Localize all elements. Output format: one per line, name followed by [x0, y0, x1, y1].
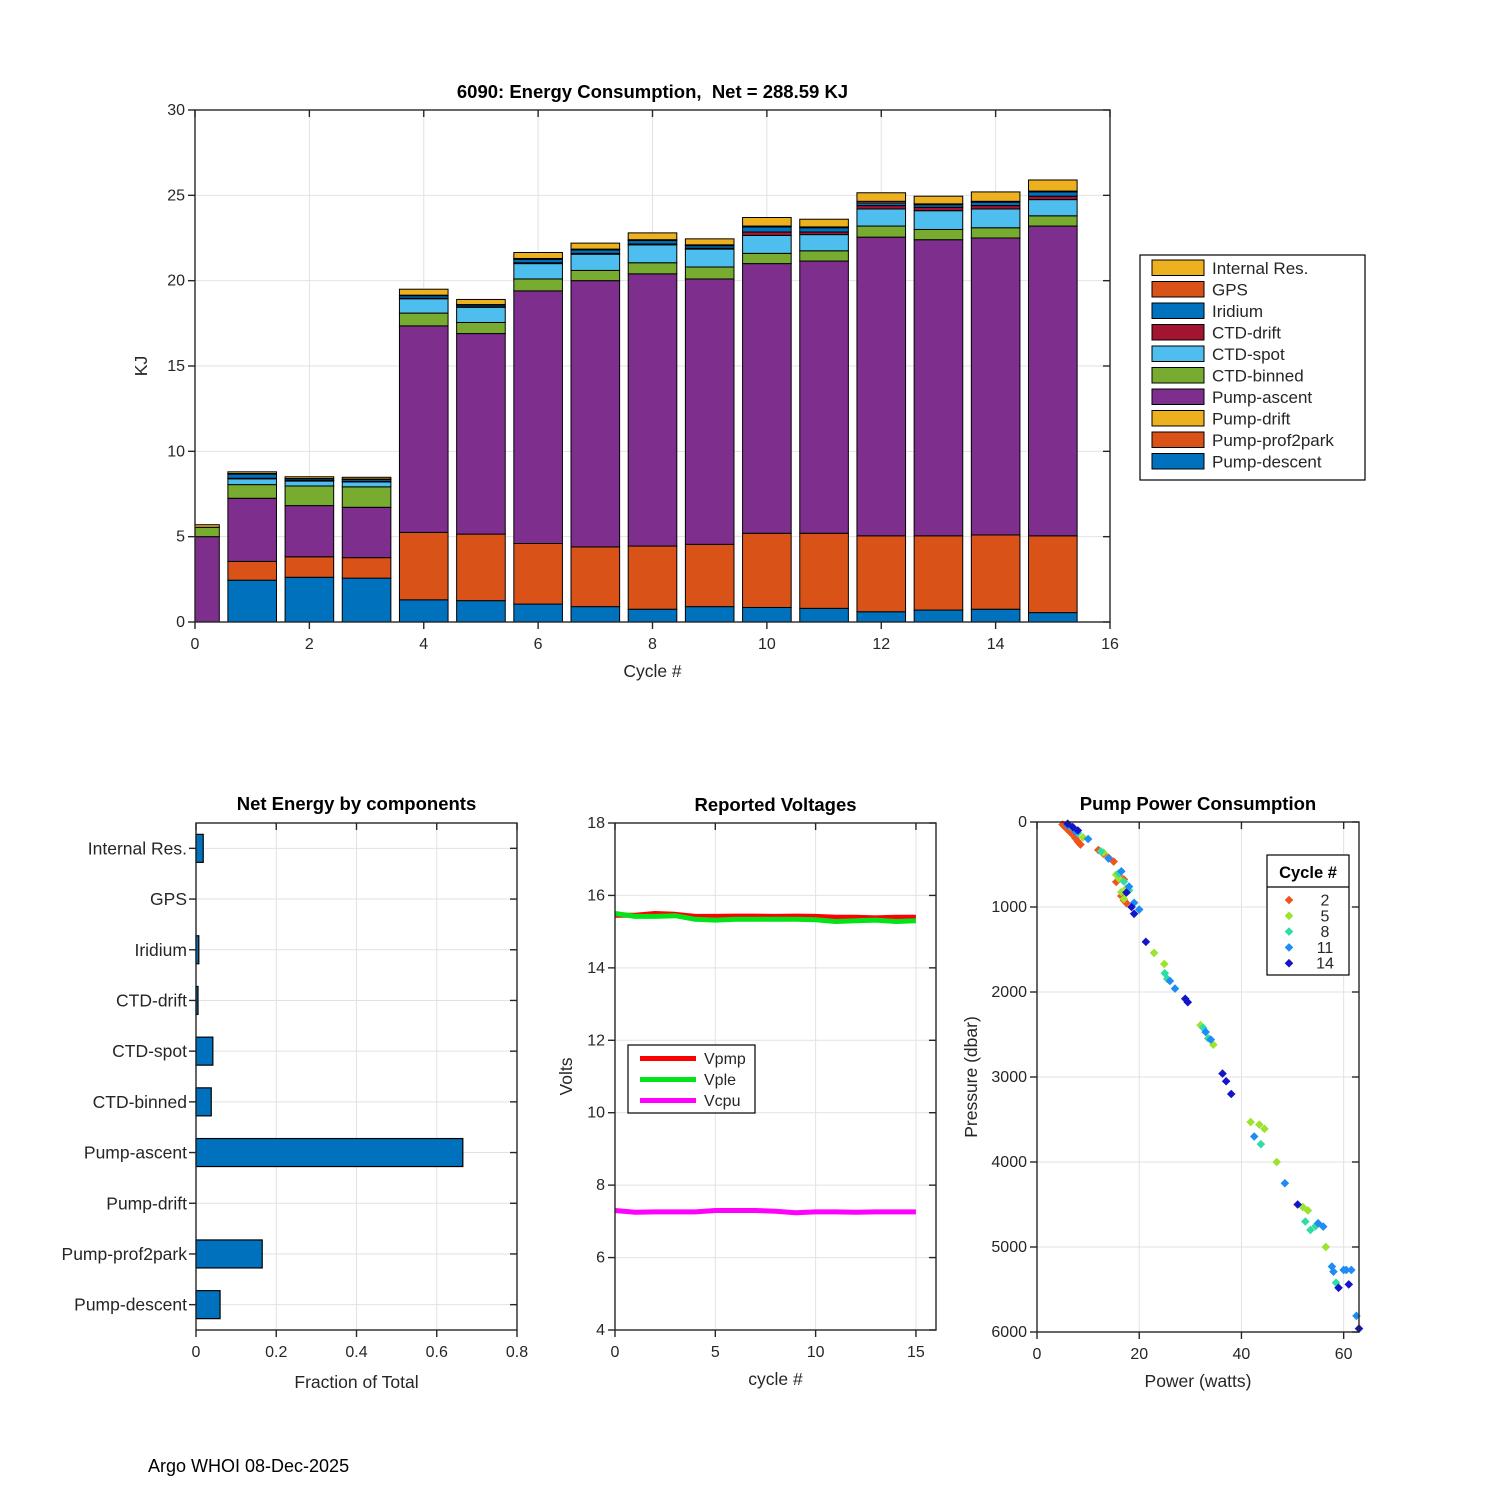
y-tick-label: 4: [596, 1322, 605, 1339]
y-tick-label: 5000: [991, 1239, 1027, 1256]
legend-label: Vcpu: [704, 1093, 741, 1110]
x-tick-label: 40: [1232, 1346, 1251, 1363]
bar-segment-iridium: [800, 228, 849, 232]
legend-swatch: [1152, 346, 1204, 362]
y-tick-label: 6: [596, 1249, 605, 1267]
bar-segment-pump-prof2park: [914, 536, 963, 610]
x-tick-label: 0: [191, 1344, 201, 1361]
bar-segment-pump-ascent: [399, 326, 448, 533]
legend-label: Pump-descent: [1212, 452, 1322, 472]
bar-segment-ctd-binned: [971, 228, 1020, 238]
chart-title: Reported Voltages: [694, 794, 857, 815]
data-point: [1321, 1243, 1330, 1252]
chart-title: Pump Power Consumption: [1079, 793, 1317, 814]
y-tick-label: 16: [587, 887, 605, 905]
x-axis-label: Cycle #: [623, 661, 682, 681]
legend-swatch: [1152, 432, 1204, 448]
bar-segment-internal-res-: [342, 477, 391, 479]
category-label: CTD-binned: [92, 1091, 187, 1112]
legend-label: Pump-drift: [1212, 409, 1291, 429]
axes: [131, 81, 1119, 681]
category-label: Pump-descent: [74, 1294, 187, 1315]
bar-segment-internal-res-: [857, 193, 906, 202]
line-vcpu: [615, 1211, 916, 1213]
bar-segment-ctd-binned: [399, 313, 448, 326]
bar-segment-internal-res-: [800, 219, 849, 227]
y-tick-label: 12: [587, 1032, 605, 1050]
bar-segment-internal-res-: [743, 218, 792, 227]
bar-segment-ctd-spot: [285, 481, 334, 486]
bar-segment-pump-prof2park: [399, 532, 448, 599]
net-bar-internal-res-: [196, 834, 203, 862]
category-label: Pump-prof2park: [61, 1243, 187, 1264]
category-label: Pump-ascent: [83, 1142, 187, 1163]
legend-label: 2: [1320, 892, 1330, 910]
x-tick-label: 15: [907, 1344, 925, 1361]
legend-swatch: [1152, 260, 1204, 276]
bar-segment-pump-descent: [914, 610, 963, 622]
y-tick-label: 25: [167, 187, 185, 205]
bar-segment-iridium: [228, 474, 277, 478]
y-tick-label: 15: [167, 358, 185, 375]
bar-segment-ctd-binned: [228, 485, 277, 499]
bar-segment-ctd-binned: [514, 279, 563, 291]
bar-segment-pump-descent: [228, 580, 277, 622]
data-point: [1142, 938, 1151, 947]
bar-segment-pump-descent: [342, 578, 391, 622]
chart-title: Net Energy by components: [236, 793, 477, 814]
y-tick-label: 8: [596, 1177, 605, 1195]
bar-segment-ctd-drift: [857, 206, 906, 209]
bar-segment-pump-ascent: [514, 291, 563, 544]
bar-segment-iridium: [628, 241, 677, 244]
bar-segment-ctd-spot: [743, 235, 792, 253]
bar-segment-pump-descent: [800, 608, 849, 622]
bar-segment-pump-prof2park: [685, 544, 734, 606]
y-tick-label: 10: [167, 443, 185, 461]
y-axis-label: KJ: [131, 355, 151, 377]
x-tick-label: 16: [1101, 636, 1119, 653]
bar-segment-pump-descent: [285, 577, 334, 622]
y-tick-label: 14: [587, 959, 605, 977]
legend-label: CTD-binned: [1212, 366, 1304, 386]
category-label: CTD-drift: [116, 990, 187, 1011]
legend-label: Vple: [704, 1072, 737, 1089]
legend-swatch: [1152, 303, 1204, 319]
reported-voltages-chart: [540, 785, 970, 1425]
net-bar-ctd-binned: [196, 1088, 211, 1116]
x-tick-label: 12: [872, 636, 891, 653]
y-tick-label: 18: [587, 815, 605, 832]
bar-segment-pump-ascent: [914, 240, 963, 536]
y-tick-label: 4000: [991, 1154, 1027, 1171]
bar-segment-ctd-spot: [685, 249, 734, 267]
legend-label: 11: [1316, 939, 1334, 957]
bar-segment-pump-prof2park: [571, 547, 620, 607]
pump-power-chart: [955, 785, 1500, 1445]
bar-segment-ctd-binned: [285, 486, 334, 506]
bar-segment-ctd-drift: [914, 207, 963, 210]
bar-segment-internal-res-: [1029, 180, 1078, 191]
bar-segment-ctd-drift: [743, 232, 792, 235]
y-tick-label: 2000: [991, 984, 1027, 1001]
bar-segment-internal-res-: [971, 192, 1020, 201]
bar-segment-ctd-binned: [685, 267, 734, 279]
bar-segment-ctd-binned: [571, 270, 620, 280]
legend-label: CTD-spot: [1212, 345, 1285, 364]
legend-label: Pump-prof2park: [1212, 431, 1334, 450]
category-label: Internal Res.: [87, 838, 187, 859]
bar-segment-pump-descent: [685, 607, 734, 622]
x-tick-label: 60: [1334, 1346, 1353, 1363]
bar-segment-ctd-binned: [800, 251, 849, 261]
bar-segment-pump-descent: [514, 604, 563, 622]
net-bar-pump-prof2park: [196, 1240, 262, 1268]
bar-segment-pump-prof2park: [285, 557, 334, 577]
bar-segment-pump-ascent: [228, 498, 277, 561]
bar-segment-pump-ascent: [457, 334, 506, 535]
bar-segment-pump-ascent: [857, 237, 906, 536]
bar-segment-pump-descent: [628, 609, 677, 622]
bar-segment-internal-res-: [457, 299, 506, 304]
bar-segment-iridium: [743, 227, 792, 232]
bar-segment-internal-res-: [628, 233, 677, 240]
bar-segment-pump-descent: [971, 609, 1020, 622]
legend-label: GPS: [1212, 280, 1248, 300]
x-axis-label: Fraction of Total: [294, 1372, 419, 1392]
bar-segment-pump-descent: [857, 612, 906, 622]
bar-segment-iridium: [571, 250, 620, 253]
axes: [62, 793, 529, 1392]
bar-segment-ctd-binned: [457, 322, 506, 333]
x-tick-label: 0.2: [265, 1344, 288, 1361]
data-point: [1227, 1090, 1236, 1099]
category-label: CTD-spot: [112, 1041, 187, 1062]
x-tick-label: 0.4: [345, 1344, 368, 1361]
bar-segment-pump-ascent: [285, 506, 334, 557]
net-bar-ctd-spot: [196, 1037, 213, 1065]
bar-segment-internal-res-: [195, 525, 219, 528]
x-tick-label: 4: [419, 636, 429, 653]
x-tick-label: 20: [1130, 1346, 1149, 1363]
x-tick-label: 6: [533, 636, 543, 653]
legend-label: CTD-drift: [1212, 323, 1281, 343]
legend-swatch: [1152, 368, 1204, 384]
bar-segment-iridium: [514, 259, 563, 262]
bar-segment-ctd-binned: [1029, 216, 1078, 226]
x-tick-label: 2: [304, 636, 314, 653]
y-tick-label: 0: [176, 614, 185, 631]
energy-legend: [1140, 255, 1365, 480]
bar-segment-ctd-spot: [914, 211, 963, 230]
legend-swatch: [1152, 325, 1204, 341]
y-axis-label: Pressure (dbar): [961, 1016, 981, 1138]
bar-segment-ctd-spot: [1029, 200, 1078, 216]
bar-segment-ctd-binned: [743, 253, 792, 263]
bar-segment-iridium: [971, 202, 1020, 205]
bar-segment-pump-prof2park: [857, 536, 906, 612]
y-tick-label: 0: [1018, 814, 1027, 831]
bar-segment-pump-descent: [399, 600, 448, 622]
bar-segment-pump-descent: [1029, 613, 1078, 622]
data-point: [1246, 1118, 1255, 1127]
energy-consumption-chart: [120, 75, 1380, 715]
legend-title: Cycle #: [1279, 864, 1337, 882]
bar-segment-ctd-spot: [342, 482, 391, 487]
legend-label: 5: [1320, 908, 1330, 926]
net-energy-chart: [55, 785, 540, 1425]
data-point: [1150, 949, 1159, 958]
category-label: GPS: [150, 889, 187, 910]
chart-title: 6090: Energy Consumption, Net = 288.59 KJ: [456, 81, 849, 102]
bar-segment-ctd-spot: [514, 264, 563, 279]
bar-segment-ctd-spot: [628, 245, 677, 263]
category-label: Pump-drift: [106, 1193, 187, 1214]
bar-segment-ctd-spot: [857, 209, 906, 226]
bar-segment-pump-ascent: [685, 279, 734, 544]
y-tick-label: 20: [167, 272, 185, 290]
bar-segment-pump-prof2park: [514, 543, 563, 604]
data-point: [1347, 1266, 1356, 1275]
bar-segment-ctd-spot: [571, 254, 620, 270]
legend-swatch: [1152, 389, 1204, 405]
x-axis-label: cycle #: [748, 1369, 803, 1389]
bar-segment-internal-res-: [914, 196, 963, 204]
bar-segment-ctd-drift: [971, 206, 1020, 209]
legend-swatch: [1152, 454, 1204, 470]
y-tick-label: 30: [167, 102, 185, 119]
bar-segment-pump-prof2park: [800, 533, 849, 608]
bar-segment-ctd-binned: [914, 229, 963, 239]
data-point: [1301, 1217, 1310, 1226]
bar-segment-pump-descent: [743, 607, 792, 622]
bar-segment-internal-res-: [514, 253, 563, 259]
data-point: [1281, 1179, 1290, 1188]
bar-segment-pump-prof2park: [628, 546, 677, 609]
data-point: [1250, 1132, 1259, 1141]
bar-segment-internal-res-: [571, 243, 620, 249]
stacked-bars: [195, 180, 1077, 622]
bar-segment-pump-ascent: [195, 537, 219, 622]
bar-segment-internal-res-: [228, 472, 277, 474]
bar-segment-ctd-drift: [1029, 196, 1078, 199]
bar-segment-pump-ascent: [571, 281, 620, 547]
data-point: [1272, 1158, 1281, 1167]
y-tick-label: 3000: [991, 1069, 1027, 1086]
data-point: [1344, 1280, 1353, 1289]
legend-label: Iridium: [1212, 302, 1264, 321]
legend-swatch: [1152, 282, 1204, 298]
y-tick-label: 10: [587, 1104, 605, 1122]
net-bar-pump-descent: [196, 1291, 220, 1319]
y-tick-label: 5: [176, 528, 185, 546]
bar-segment-ctd-spot: [800, 235, 849, 251]
bar-segment-ctd-binned: [628, 263, 677, 274]
bar-segment-pump-ascent: [1029, 226, 1078, 536]
legend-label: 14: [1316, 955, 1334, 973]
bar-segment-pump-descent: [571, 607, 620, 622]
legend-label: 8: [1320, 924, 1330, 942]
bar-segment-pump-ascent: [743, 264, 792, 534]
legend-label: Pump-ascent: [1212, 388, 1313, 407]
bar-segment-internal-res-: [685, 239, 734, 245]
x-tick-label: 0: [190, 636, 200, 653]
data-point: [1222, 1077, 1231, 1086]
bar-segment-pump-ascent: [628, 274, 677, 546]
bar-segment-iridium: [1029, 192, 1078, 196]
legend-label: Internal Res.: [1212, 259, 1309, 278]
data-point: [1160, 960, 1169, 969]
bar-segment-pump-ascent: [342, 507, 391, 557]
bar-segment-pump-ascent: [971, 238, 1020, 535]
legend-label: Vpmp: [704, 1051, 746, 1068]
x-axis-label: Power (watts): [1144, 1371, 1252, 1391]
x-tick-label: 0: [610, 1344, 620, 1361]
y-tick-label: 6000: [991, 1324, 1027, 1341]
category-label: Iridium: [134, 939, 187, 960]
legend-swatch: [1152, 411, 1204, 427]
bar-segment-pump-prof2park: [228, 561, 277, 580]
y-tick-label: 1000: [991, 899, 1027, 916]
bar-segment-pump-prof2park: [1029, 536, 1078, 613]
bar-segment-ctd-spot: [228, 479, 277, 485]
voltage-legend: [628, 1045, 755, 1113]
bar-segment-ctd-spot: [457, 307, 506, 322]
bar-segment-pump-descent: [457, 601, 506, 622]
x-tick-label: 0: [1032, 1346, 1042, 1363]
x-tick-label: 8: [648, 636, 657, 653]
figure-footer: Argo WHOI 08-Dec-2025: [148, 1456, 350, 1476]
x-tick-label: 0.6: [425, 1344, 448, 1361]
x-tick-label: 0.8: [505, 1344, 529, 1361]
data-point: [1257, 1140, 1266, 1149]
bar-segment-internal-res-: [285, 477, 334, 479]
cycle-legend: [1267, 855, 1349, 975]
bar-segment-pump-ascent: [800, 261, 849, 533]
fraction-bars: [196, 834, 463, 1318]
bar-segment-internal-res-: [399, 289, 448, 295]
bar-segment-pump-prof2park: [457, 534, 506, 601]
bar-segment-ctd-binned: [857, 226, 906, 237]
x-tick-label: 14: [986, 636, 1005, 653]
bar-segment-ctd-spot: [399, 299, 448, 314]
y-axis-label: Volts: [556, 1057, 576, 1096]
bar-segment-pump-prof2park: [342, 558, 391, 578]
x-tick-label: 10: [757, 636, 776, 653]
bar-segment-pump-prof2park: [743, 533, 792, 607]
x-tick-label: 10: [806, 1344, 825, 1361]
bar-segment-ctd-binned: [342, 487, 391, 507]
net-bar-pump-ascent: [196, 1139, 463, 1167]
bar-segment-ctd-binned: [195, 527, 219, 536]
x-tick-label: 5: [710, 1344, 720, 1361]
bar-segment-ctd-spot: [971, 209, 1020, 228]
bar-segment-pump-prof2park: [971, 535, 1020, 609]
